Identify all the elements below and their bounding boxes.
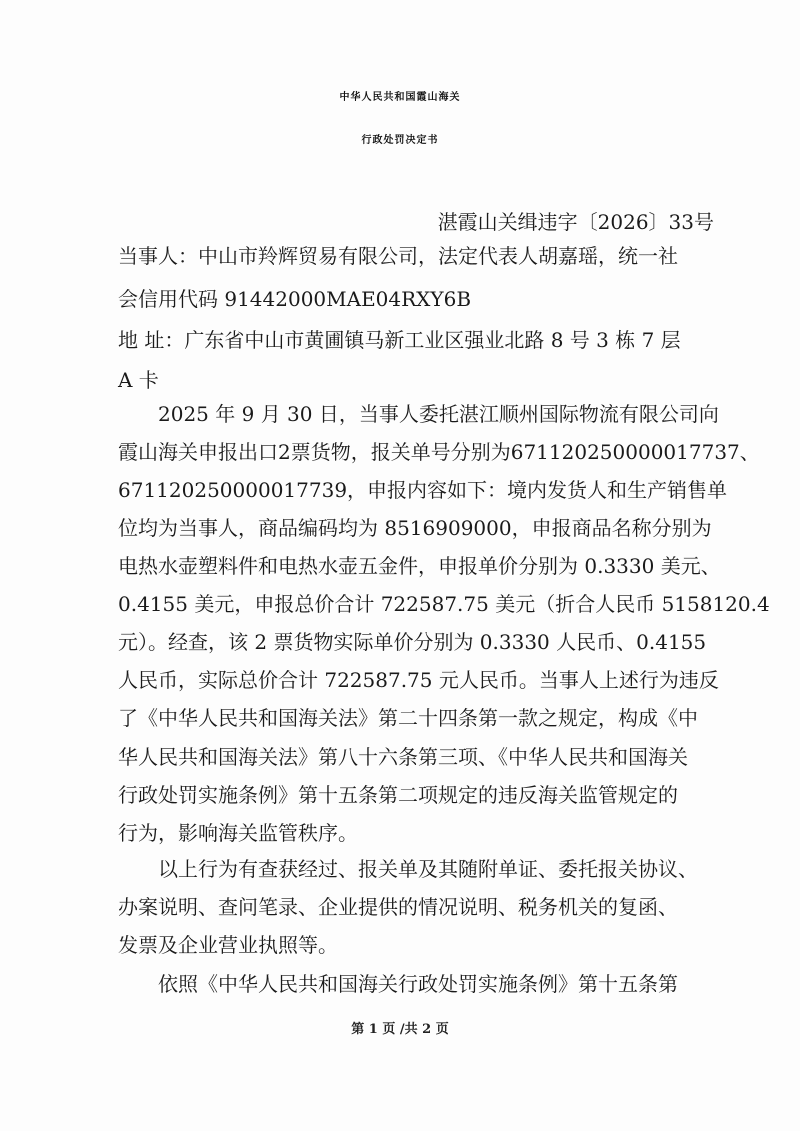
document-number: 湛霞山关缉违字〔2026〕33号 <box>437 210 714 234</box>
body-line-10: 华人民共和国海关法》第八十六条第三项、《中华人民共和国海关 <box>118 745 688 769</box>
body-line-11: 行政处罚实施条例》第十五条第二项规定的违反海关监管规定的 <box>118 783 678 807</box>
party-line-1: 当事人：中山市羚辉贸易有限公司，法定代表人胡嘉瑶，统一社 <box>118 244 678 268</box>
evidence-line-1: 以上行为有查获经过、报关单及其随附单证、委托报关协议、 <box>158 857 698 881</box>
evidence-line-3: 发票及企业营业执照等。 <box>118 933 338 957</box>
evidence-line-2: 办案说明、查问笔录、企业提供的情况说明、税务机关的复函、 <box>118 895 678 919</box>
body-line-9: 了《中华人民共和国海关法》第二十四条第一款之规定，构成《中 <box>118 706 698 730</box>
body-line-1: 2025 年 9 月 30 日，当事人委托湛江顺州国际物流有限公司向 <box>158 402 719 426</box>
document-title-line1: 中华人民共和国霞山海关 <box>339 92 461 103</box>
body-line-4: 位均为当事人，商品编码均为 8516909000，申报商品名称分别为 <box>118 516 712 540</box>
party-line-2: 会信用代码 91442000MAE04RXY6B <box>118 287 472 311</box>
address-line-1: 地 址：广东省中山市黄圃镇马新工业区强业北路 8 号 3 栋 7 层 <box>118 328 681 352</box>
address-line-2: A 卡 <box>118 368 159 392</box>
body-line-7: 元）。经查，该 2 票货物实际单价分别为 0.3330 人民币、0.4155 <box>118 630 707 654</box>
body-line-2: 霞山海关申报出口2票货物，报关单号分别为671120250000017737、 <box>118 440 760 464</box>
body-line-12: 行为，影响海关监管秩序。 <box>118 821 358 845</box>
body-line-6: 0.4155 美元，申报总价合计 722587.75 美元（折合人民币 5158120.4 <box>118 592 770 616</box>
page-footer: 第 1 页 /共 2 页 <box>351 1022 449 1037</box>
body-line-5: 电热水壶塑料件和电热水壶五金件，申报单价分别为 0.3330 美元、 <box>118 554 721 578</box>
document-title-line2: 行政处罚决定书 <box>361 135 439 146</box>
legal-basis-line-1: 依照《中华人民共和国海关行政处罚实施条例》第十五条第 <box>158 972 678 996</box>
body-line-8: 人民币，实际总价合计 722587.75 元人民币。当事人上述行为违反 <box>118 668 719 692</box>
body-line-3: 671120250000017739，申报内容如下：境内发货人和生产销售单 <box>118 478 728 502</box>
